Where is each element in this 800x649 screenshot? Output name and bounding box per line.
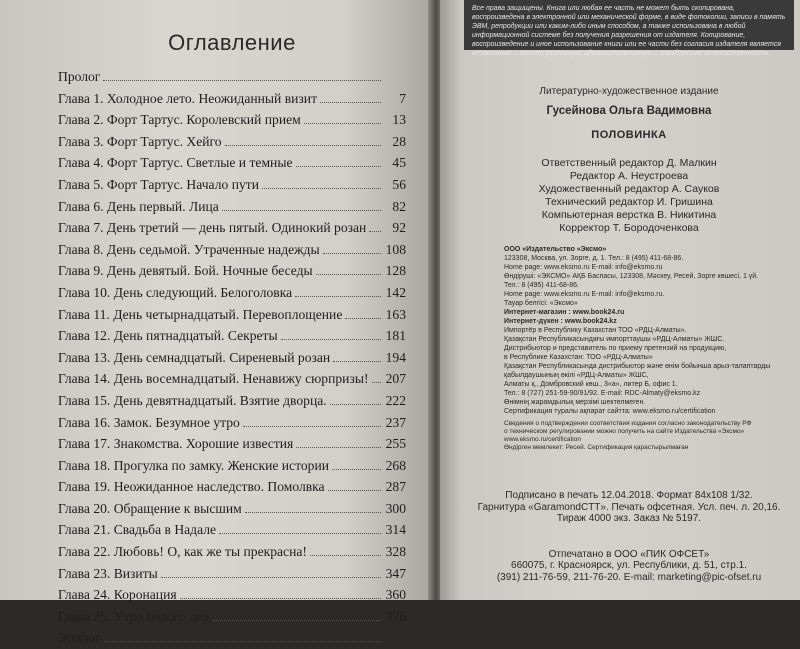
cert-line: о техническом регулировании можно получить на сайте Издательства «Эксмо»	[504, 428, 745, 435]
publisher-line: Home page: www.eksmo.ru E-mail: info@eksmo.ru	[504, 264, 663, 271]
toc-entry-page: 28	[392, 133, 406, 149]
toc-leader-dots	[372, 370, 382, 383]
toc-entry	[58, 412, 406, 434]
toc-entry-title: Глава 8. День седьмой. Утраченные надежды	[58, 241, 320, 257]
imprint-block	[464, 86, 794, 583]
toc-entry-page: 328	[385, 544, 406, 560]
toc-entry	[58, 498, 406, 520]
toc-entry-title: Глава 11. День четырнадцатый. Перевоплощение	[58, 306, 343, 322]
toc-entry	[58, 260, 406, 282]
toc-entry-title: Глава 19. Неожиданное наследство. Помолвка	[58, 479, 325, 495]
toc-entry-title: Глава 22. Любовь! О, как же ты прекрасна!	[58, 544, 307, 560]
publisher-line: ООО «Издательство «Эксмо»	[504, 246, 607, 253]
credit-line: Корректор Т. Бородоченкова	[559, 222, 699, 234]
toc-entry	[58, 239, 406, 261]
print-line: Гарнитура «GaramondCTT». Печать офсетная. Усл. печ. л. 20,16.	[477, 501, 781, 513]
publisher-line: Сертификация туралы ақпарат сайтта: www.eksmo.ru/certification	[504, 408, 716, 415]
credit-line: Технический редактор И. Гришина	[545, 196, 713, 208]
toc-entry	[58, 563, 406, 585]
right-page-imprint	[440, 0, 800, 600]
toc-entry-page: 82	[392, 198, 406, 214]
print-line: Тираж 4000 экз. Заказ № 5197.	[556, 513, 702, 524]
toc-entry-page: 207	[385, 371, 406, 387]
editorial-credits	[464, 157, 794, 235]
toc-leader-dots	[104, 629, 381, 642]
publisher-line: Дистрибьютор и представитель по приему претензий на продукцию,	[504, 345, 727, 352]
toc-entry-page: 314	[385, 522, 406, 538]
toc-entry-title: Глава 2. Форт Тартус. Королевский прием	[58, 112, 301, 128]
toc-entry	[58, 606, 406, 628]
toc-entry	[58, 66, 406, 88]
toc-entry-page: 347	[385, 565, 406, 581]
toc-entry-page: 181	[385, 328, 406, 344]
toc-leader-dots	[295, 284, 381, 297]
toc-entry	[58, 390, 406, 412]
toc-entry	[58, 584, 406, 606]
toc-entry	[58, 217, 406, 239]
toc-entry-page: 268	[385, 457, 406, 473]
printer-line: Отпечатано в ООО «ПИК ОФСЕТ»	[548, 548, 710, 560]
toc-leader-dots	[180, 586, 381, 599]
toc-leader-dots	[213, 608, 381, 621]
toc-entry-page: 45	[392, 155, 406, 171]
cert-line: www.eksmo.ru/certification	[504, 436, 581, 443]
toc-leader-dots	[310, 543, 381, 556]
toc-leader-dots	[262, 176, 381, 189]
author-name: Гусейнова Ольга Вадимовна	[546, 105, 712, 117]
toc-entry-page: 287	[385, 479, 406, 495]
toc-leader-dots	[103, 68, 381, 81]
printer-info	[464, 549, 794, 584]
toc-title: Оглавление	[168, 30, 296, 55]
copyright-notice: Все права защищены. Книга или любая ее часть не может быть скопирована, воспроизведена в электронной или механической форме, в виде фотокопии, записи в память ЭВМ, репродукции или каким-либо иным способом, а также использована в любой информационной системе без получения разрешения от издателя. Копирование, воспроизведение и иное использование книги или ее части без согласия издателя является незаконным и влечет уголовную, административную и гражданскую ответственность.	[464, 0, 794, 50]
toc-entry	[58, 131, 406, 153]
toc-entry-page: 108	[385, 241, 406, 257]
toc-entry-title: Глава 14. День восемнадцатый. Ненавижу сюрпризы!	[58, 371, 369, 387]
printer-line: 660075, г. Красноярск, ул. Республики, д. 51, стр.1.	[511, 560, 747, 571]
toc-entry	[58, 88, 406, 110]
cert-line: Өндірген мемлекет: Ресей. Сертификация қарастырылмаған	[504, 444, 689, 451]
toc-entry-title: Глава 3. Форт Тартус. Хейго	[58, 133, 222, 149]
publisher-line: қабылдаушының өкілі «РДЦ-Алматы» ЖШС,	[504, 372, 649, 379]
publisher-line: Интернет-дүкен : www.book24.kz	[504, 318, 617, 325]
toc-entry	[58, 627, 406, 649]
toc-leader-dots	[245, 500, 381, 513]
publisher-line: Тел.: 8 (495) 411-68-86.	[504, 282, 579, 289]
toc-entry	[58, 347, 406, 369]
certification-info	[464, 420, 794, 452]
toc-leader-dots	[222, 198, 381, 211]
publisher-line: Қазақстан Республикасындағы импорттаушы «РДЦ-Алматы» ЖШС.	[504, 336, 725, 343]
toc-entry-page: 92	[392, 220, 406, 236]
toc-leader-dots	[328, 478, 381, 491]
toc-leader-dots	[345, 306, 381, 319]
toc-entry	[58, 152, 406, 174]
toc-entry	[58, 196, 406, 218]
toc-leader-dots	[316, 262, 381, 275]
toc-leader-dots	[296, 435, 381, 448]
toc-entry	[58, 476, 406, 498]
print-line: Подписано в печать 12.04.2018. Формат 84x108 1/32.	[505, 490, 753, 501]
toc-entry-title: Глава 7. День третий — день пятый. Одинокий розан	[58, 220, 367, 236]
toc-entry-title: Глава 10. День следующий. Белоголовка	[58, 284, 293, 300]
toc-entry-page: 360	[385, 587, 406, 603]
credit-line: Редактор А. Неустроева	[569, 170, 689, 182]
toc-entry-title: Глава 18. Прогулка по замку. Женские истории	[58, 457, 329, 473]
toc-entry	[58, 433, 406, 455]
cert-line: Сведения о подтверждении соответствия издания согласно законодательству РФ	[504, 420, 752, 427]
toc-leader-dots	[243, 414, 381, 427]
genre-label: Литературно-художественное издание	[539, 86, 719, 97]
publisher-line: Тауар белгісі: «Эксмо»	[504, 300, 578, 307]
toc-entry-title: Пролог	[58, 69, 101, 84]
toc-leader-dots	[323, 241, 381, 254]
toc-entry	[58, 455, 406, 477]
toc-leader-dots	[320, 90, 381, 103]
toc-entry-page: 255	[385, 436, 406, 452]
publisher-line: Алматы қ., Домбровский көш., 3«а», литер Б, офис 1.	[504, 381, 678, 388]
toc-leader-dots	[296, 154, 382, 167]
toc-entry-title: Глава 4. Форт Тартус. Светлые и темные	[58, 155, 293, 171]
toc-leader-dots	[219, 521, 381, 534]
credit-line: Компьютерная верстка В. Никитина	[541, 209, 717, 221]
toc-entry-page: 376	[385, 608, 406, 624]
book-title: ПОЛОВИНКА	[591, 129, 667, 141]
toc-entry-title: Глава 15. День девятнадцатый. Взятие дворца.	[58, 392, 327, 408]
publisher-line: Өндіруші: «ЭКСМО» АҚБ Баспасы, 123308, Мәскеу, Ресей, Зорге көшесі, 1 үй.	[504, 273, 759, 280]
credit-line: Художественный редактор А. Сауков	[538, 183, 720, 195]
credit-line: Ответственный редактор Д. Малкин	[541, 157, 717, 169]
toc-entry-page: 56	[392, 176, 406, 192]
toc-entry	[58, 519, 406, 541]
toc-leader-dots	[369, 219, 381, 232]
toc-entry-page: 128	[385, 263, 406, 279]
toc-entry-title: Глава 24. Коронация	[58, 587, 177, 603]
print-info	[464, 490, 794, 525]
toc-entry-page: 237	[385, 414, 406, 430]
toc-entry	[58, 368, 406, 390]
toc-entry	[58, 109, 406, 131]
toc-leader-dots	[225, 133, 381, 146]
toc-entry-title: Глава 20. Обращение к высшим	[58, 500, 242, 516]
toc-leader-dots	[332, 457, 381, 470]
toc-entry-page: 194	[385, 349, 406, 365]
publisher-line: Home page: www.eksmo.ru E-mail: info@eksmo.ru.	[504, 291, 665, 298]
printer-line: (391) 211-76-59, 211-76-20. E-mail: marketing@pic-ofset.ru	[496, 571, 762, 583]
toc-leader-dots	[304, 111, 381, 124]
toc-entry-title: Глава 6. День первый. Лица	[58, 198, 219, 214]
toc-entry	[58, 304, 406, 326]
toc-entry-title: Глава 21. Свадьба в Надале	[58, 522, 217, 538]
toc-entry-title: Глава 12. День пятнадцатый. Секреты	[58, 328, 278, 344]
publisher-info	[464, 245, 794, 416]
toc-list	[58, 66, 406, 649]
toc-entry	[58, 325, 406, 347]
toc-entry-page: 222	[385, 392, 406, 408]
publisher-line: Қазақстан Республикасында дистрибьютор және өнім бойынша арыз-талаптарды	[504, 363, 771, 370]
toc-entry-title: Глава 5. Форт Тартус. Начало пути	[58, 176, 259, 192]
toc-entry-page: 300	[385, 500, 406, 516]
publisher-line: Өнімнің жарамдылық мерзімі шектелмеген.	[504, 399, 646, 406]
toc-entry-title: Глава 16. Замок. Безумное утро	[58, 414, 240, 430]
publisher-line: Тел.: 8 (727) 251-59-90/91/92. E-mail: RDC-Almaty@eksmo.kz	[504, 390, 701, 397]
toc-entry-page: 7	[399, 90, 406, 106]
toc-entry	[58, 541, 406, 563]
toc-leader-dots	[330, 392, 381, 405]
toc-entry-page: 142	[385, 284, 406, 300]
toc-entry-page: 163	[385, 306, 406, 322]
publisher-line: в Республике Казахстан: ТОО «РДЦ-Алматы»	[504, 354, 653, 361]
toc-entry-page: 13	[392, 112, 406, 128]
publisher-line: 123308, Москва, ул. Зорге, д. 1. Тел.: 8 (495) 411-68-86.	[504, 255, 684, 262]
toc-leader-dots	[161, 565, 381, 578]
toc-entry-title: Глава 25. Утро нового дня	[58, 608, 210, 624]
toc-leader-dots	[333, 349, 381, 362]
toc-entry-title: Глава 1. Холодное лето. Неожиданный визит	[58, 90, 318, 106]
publisher-line: Импортёр в Республику Казахстан ТОО «РДЦ-Алматы».	[504, 327, 687, 334]
toc-leader-dots	[281, 327, 381, 340]
toc-entry-title: Глава 9. День девятый. Бой. Ночные беседы	[58, 263, 313, 279]
toc-entry	[58, 174, 406, 196]
toc-entry-title: Эпилог	[58, 630, 101, 646]
toc-entry	[58, 282, 406, 304]
toc-entry-title: Глава 17. Знакомства. Хорошие известия	[58, 436, 294, 452]
toc-entry-title: Глава 13. День семнадцатый. Сиреневый розан	[58, 349, 331, 365]
toc-entry-title: Глава 23. Визиты	[58, 565, 158, 581]
publisher-line: Интернет-магазин : www.book24.ru	[504, 309, 625, 316]
